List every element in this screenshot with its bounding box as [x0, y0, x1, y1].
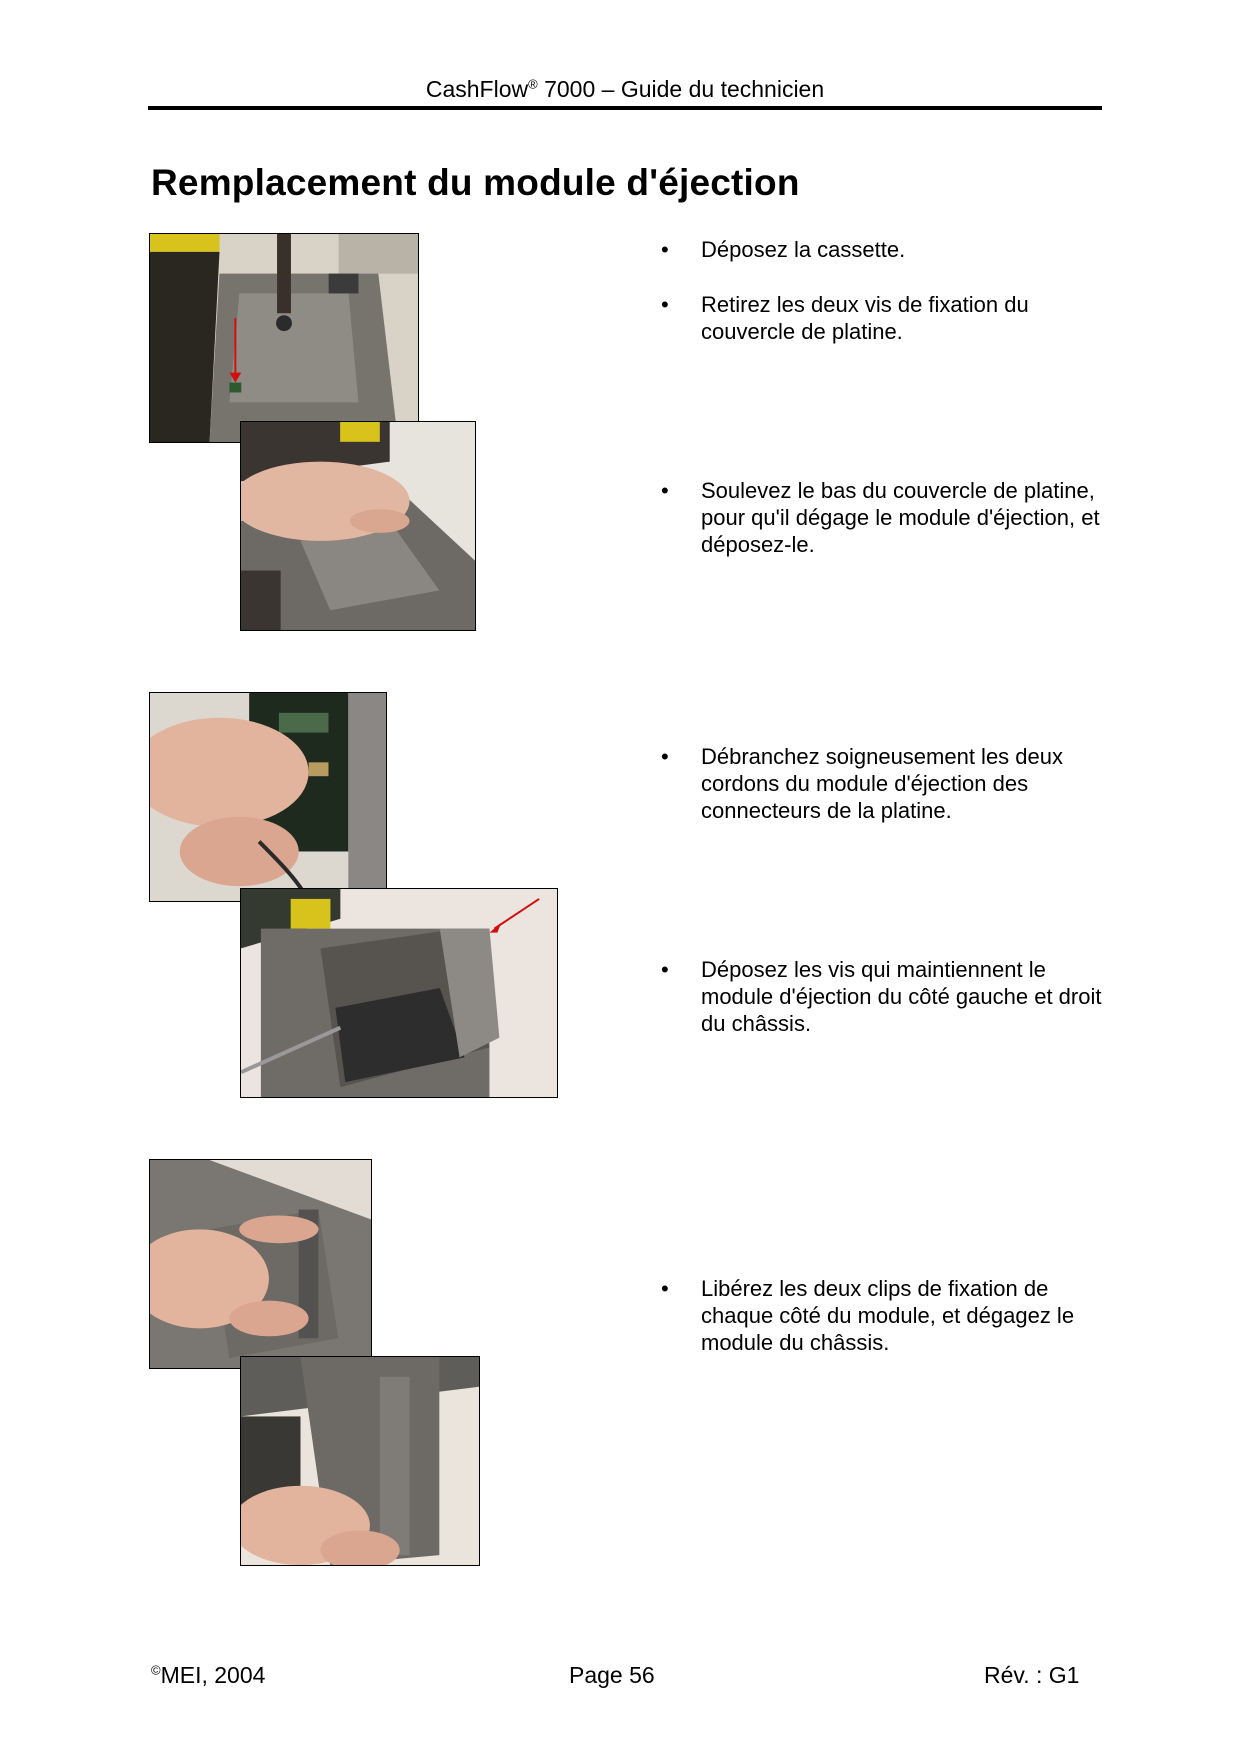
step-text: Retirez les deux vis de fixation du couvercle de platine. [701, 292, 1029, 344]
footer-page-number: Page 56 [569, 1662, 655, 1688]
trademark-symbol: ® [528, 76, 538, 92]
header-subtitle: 7000 – Guide du technicien [544, 76, 825, 102]
bullet-icon: • [661, 237, 669, 262]
step-text: Soulevez le bas du couvercle de platine, pour qu'il dégage le module d'éjection, et déposez-le. [701, 478, 1100, 557]
running-header [148, 76, 1102, 103]
photo-lift-cover [240, 421, 476, 631]
photo-disconnect-cables [149, 692, 387, 902]
bullet-icon: • [661, 744, 669, 769]
copyright-text: MEI, 2004 [160, 1662, 266, 1688]
header-rule [148, 106, 1102, 110]
step-text: Déposez les vis qui maintiennent le module d'éjection du côté gauche et droit du châssis. [701, 957, 1102, 1036]
bullet-icon: • [661, 1276, 669, 1301]
footer-copyright [151, 1662, 265, 1689]
bullet-icon: • [661, 957, 669, 982]
photo-remove-module [240, 1356, 480, 1566]
step-text: Débranchez soigneusement les deux cordons du module d'éjection des connecteurs de la platine. [701, 744, 1064, 823]
photo-side-screws [240, 888, 558, 1098]
copyright-symbol: © [151, 1662, 161, 1678]
step-text: Déposez la cassette. [701, 237, 906, 262]
step-remove-cassette [661, 236, 1111, 263]
bullet-icon: • [661, 292, 669, 317]
header-product: CashFlow [425, 76, 529, 102]
photo-release-clips [149, 1159, 372, 1369]
step-remove-screws [661, 291, 1111, 345]
bullet-icon: • [661, 478, 669, 503]
footer-revision: Rév. : G1 [984, 1662, 1080, 1688]
step-disconnect-cables [661, 743, 1111, 824]
page-title: Remplacement du module d'éjection [151, 162, 800, 203]
photo-remove-screws [149, 233, 419, 443]
step-side-screws [661, 956, 1111, 1037]
step-lift-cover [661, 477, 1111, 558]
step-text: Libérez les deux clips de fixation de chaque côté du module, et dégagez le module du châssis. [701, 1276, 1075, 1355]
step-release-clips [661, 1275, 1111, 1356]
